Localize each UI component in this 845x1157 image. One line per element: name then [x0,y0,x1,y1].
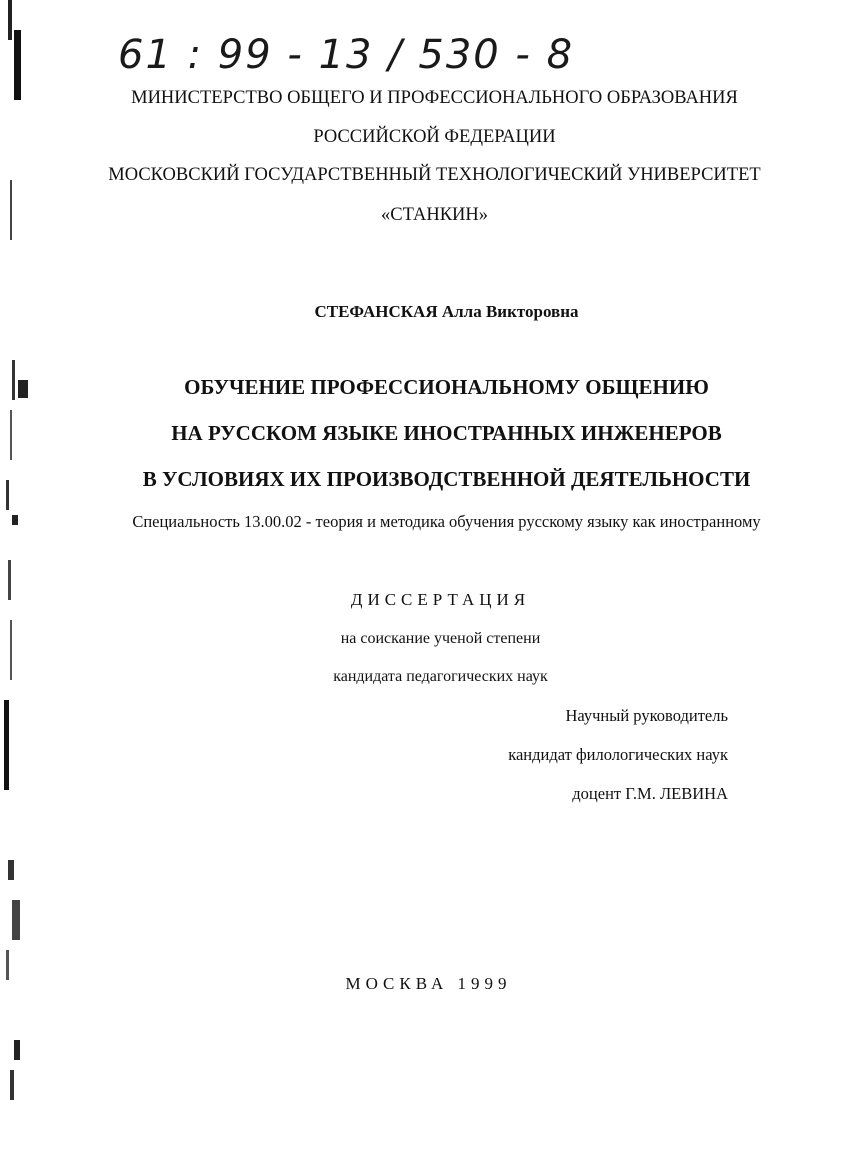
title-line-2: НА РУССКОМ ЯЗЫКЕ ИНОСТРАННЫХ ИНЖЕНЕРОВ [171,421,722,445]
city-year: МОСКВА 1999 [345,974,512,993]
specialty: Специальность 13.00.02 - теория и методика обучения русскому языку как иностранному [132,512,761,531]
supervisor-degree: кандидат филологических наук [508,745,728,764]
handwritten-catalog-number [118,22,575,84]
document-type: ДИССЕРТАЦИЯ [350,590,531,609]
ministry-line-1: МИНИСТЕРСТВО ОБЩЕГО И ПРОФЕССИОНАЛЬНОГО ОБРАЗОВАНИЯ [131,88,738,108]
ministry-line-2: РОССИЙСКОЙ ФЕДЕРАЦИИ [313,127,556,147]
university-short-name: «СТАНКИН» [381,205,488,225]
handwritten-code-text: 61 : 99 - 13 / 530 - 8 [118,32,575,78]
degree-line-1: на соискание ученой степени [340,630,541,647]
author-given-name: Алла Викторовна [441,302,579,321]
degree-line-2: кандидата педагогических наук [333,668,548,685]
university-name: МОСКОВСКИЙ ГОСУДАРСТВЕННЫЙ ТЕХНОЛОГИЧЕСКИЙ УНИВЕРСИТЕТ [108,165,761,185]
title-line-1: ОБУЧЕНИЕ ПРОФЕССИОНАЛЬНОМУ ОБЩЕНИЮ [184,375,709,399]
author [48,302,845,322]
supervisor-label: Научный руководитель [565,706,728,725]
title-line-3: В УСЛОВИЯХ ИХ ПРОИЗВОДСТВЕННОЙ ДЕЯТЕЛЬНОСТИ [142,467,751,491]
author-surname: СТЕФАНСКАЯ [314,302,438,321]
supervisor-name: доцент Г.М. ЛЕВИНА [572,784,728,803]
